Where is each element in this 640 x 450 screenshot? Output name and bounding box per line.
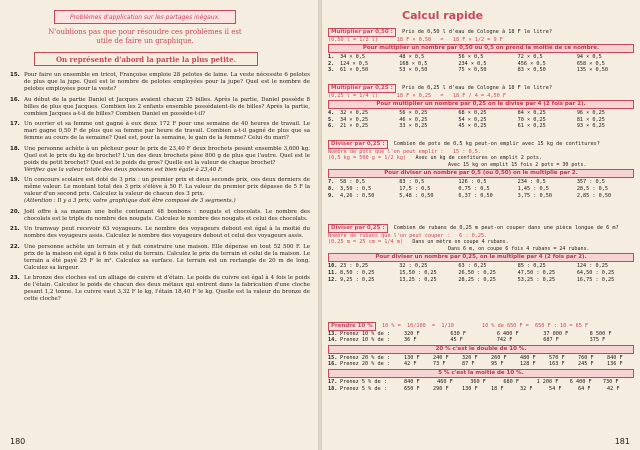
section-rule: Pour multiplier un nombre par 0,50 ou 0,5 on prend la moitié de ce nombre.	[328, 44, 634, 53]
exercise-cell: 45 F	[450, 337, 463, 344]
problem-item	[10, 177, 310, 205]
problem-text: Un ouvrier et sa femme ont gagné à eux deux 172 F pour une semaine de 40 heures de travail. Le mari gagne 0,50 F de plus que sa femme par heure de travail. Combien a-t-il gagné de plus que sa femme au cours de la semaine? Quel est, pour la semaine, le gain de la femme? Celui du mari?	[24, 121, 310, 141]
exercise-grid	[328, 331, 634, 344]
exercise-cell: 94 × 0,5	[576, 54, 602, 61]
exercise-cell: 48 × 0,5	[399, 54, 425, 61]
problem-text: Pour faire un ensemble en tricot, Françoise emploie 28 pelotes de laine. La veste nécessite 6 pelotes de plus que la jupe. Quel est le nombre de pelotes employées pour la jupe? Quel est le nombre de pelotes employées pour la veste?	[24, 72, 310, 92]
right-page	[322, 0, 640, 450]
problem-text: Joël offre à sa maman une boîte contenant 48 bonbons : nougats et chocolats. Le nombre des chocolats est le triple du nombre des nougats. Calculez le nombre des nougats et celui des chocolats.	[24, 208, 310, 222]
exercise-cell: 73 F	[433, 361, 446, 368]
exercise-number: 17.	[328, 378, 338, 385]
exercise-cell: 124 × 0,5	[340, 60, 369, 67]
exercise-label: Prenez 5 % de :	[340, 385, 387, 392]
exercise-row	[328, 379, 634, 386]
exercise-cell: 163 F	[549, 361, 565, 368]
exercise-cell: 0,75 : 0,5	[458, 185, 490, 192]
exercise-label: Prenez 20 % de :	[340, 361, 390, 368]
exercise-cell: 53 × 0,50	[399, 67, 428, 74]
exercise-cell: 33 × 0,25	[399, 123, 428, 130]
exercise-cell: 658 × 0,5	[576, 60, 605, 67]
page-number-left: 180	[10, 437, 26, 446]
exercise-row	[328, 277, 634, 284]
section-formula: (0,25 l = 1/4 l) 18 F × 0,25 = 18 F / 4 = 4,50 F	[328, 92, 507, 99]
exercise-cell: 357 : 0,5	[576, 179, 605, 186]
exercise-row	[328, 67, 634, 74]
page-title: Calcul rapide	[402, 9, 484, 22]
section-prompt: Combien de pots de 0,5 kg peut-on emplir avec 15 kg de confitures?	[393, 141, 600, 147]
exercise-row	[328, 110, 634, 117]
section-prompt: Prix de 0,50 l d'eau de Cologne à 18 F le litre?	[402, 29, 552, 35]
method-rule: On représente d'abord la partie la plus petite.	[34, 52, 258, 66]
exercise-cell: 47,50 : 0,25	[517, 269, 556, 276]
exercise-cell: 28,5 : 0,5	[576, 185, 609, 192]
exercise-cell: 124 : 0,25	[576, 263, 609, 270]
page-number-right: 181	[614, 437, 630, 446]
exercise-cell: 760 F	[578, 354, 594, 361]
exercise-cell: 320 F	[404, 330, 420, 337]
exercise-cell: 6 400 F	[569, 378, 592, 385]
exercise-cell: 61 × 0,50	[340, 67, 369, 74]
exercise-cell: 93 × 0,25	[576, 123, 605, 130]
exercise-number: 9.	[328, 192, 335, 199]
exercise-cell: 3,75 : 0,50	[517, 192, 552, 199]
exercise-cell: 128 F	[520, 361, 536, 368]
exercise-cell: 17,5 : 0,5	[399, 185, 431, 192]
exercise-row	[328, 263, 634, 270]
exercise-cell: 480 F	[520, 354, 536, 361]
exercise-cell: 260 F	[491, 354, 507, 361]
exercise-row	[328, 386, 634, 393]
exercise-cell: 245 F	[578, 361, 594, 368]
exercise-cell: 63 : 0,25	[458, 263, 487, 270]
exercise-cell: 456 × 0,5	[517, 60, 546, 67]
exercise-cell: 840 F	[607, 354, 623, 361]
problem-number: 16.	[10, 96, 20, 103]
section-rule: Pour multiplier un nombre par 0,25 on le divise par 4 (2 fois par 2).	[328, 100, 634, 109]
section-formula: (0,5 kg = 500 g = 1/2 kg)	[328, 155, 407, 162]
exercise-cell: 21 × 0,25	[340, 123, 369, 130]
section-divide-025	[328, 224, 634, 283]
exercise-cell: 1 200 F	[536, 378, 559, 385]
problem-text: Un tramway peut recevoir 63 voyageurs. Le nombre des voyageurs debout est égal à la moitié du nombre des voyageurs assis. Calculez le nombre des voyageurs debout et celui des voyageurs assis.	[24, 226, 310, 239]
exercise-cell: 83 : 0,5	[399, 179, 425, 186]
problem-number: 18.	[10, 145, 20, 152]
exercise-cell: 18 F	[491, 385, 504, 392]
exercise-cell: 126 : 0,5	[458, 179, 487, 186]
exercise-cell: 3,50 : 0,5	[340, 185, 372, 192]
section-rule: Pour diviser un nombre par 0,5 (ou 0,50) on le multiplie par 2.	[328, 169, 634, 178]
exercise-row	[328, 270, 634, 277]
exercise-grid	[328, 355, 634, 368]
exercise-cell: 85 : 0,25	[517, 263, 546, 270]
exercise-cell: 6,37 : 0,50	[458, 192, 493, 199]
exercise-cell: 234 : 0,5	[517, 179, 546, 186]
exercise-number: 14.	[328, 337, 338, 344]
section-rule: 5 % c'est la moitié de 10 %.	[328, 369, 634, 378]
exercise-cell: 34 × 0,25	[340, 116, 369, 123]
exercise-cell: 64 F	[578, 385, 591, 392]
exercise-cell: 32 × 0,25	[340, 110, 369, 117]
exercise-number: 1.	[328, 54, 335, 61]
exercise-cell: 570 F	[549, 354, 565, 361]
exercise-grid	[328, 263, 634, 283]
exercise-cell: 13,25 : 0,25	[399, 276, 437, 283]
problem-item	[10, 226, 310, 240]
exercise-cell: 42 F	[607, 385, 620, 392]
section-divide-05	[328, 140, 634, 199]
exercise-cell: 64,50 : 0,25	[576, 269, 615, 276]
exercise-number: 2.	[328, 60, 335, 67]
problem-item	[10, 146, 310, 174]
exercise-cell: 36 F	[404, 337, 417, 344]
exercise-label: Prenez 10 % de :	[340, 337, 390, 344]
exercise-cell: 32 F	[520, 385, 533, 392]
exercise-cell: 16,75 : 0,25	[576, 276, 615, 283]
section-prompt: Prix de 0,25 l d'eau de Cologne à 18 F le litre?	[402, 85, 552, 91]
problem-text: Un concours scolaire est doté de 3 prix : un premier prix et deux seconds prix, ces deux derniers de même valeur. Le montant total des 3 prix s'élève à 50 F. La valeur du premier prix dépasse de 5 F la valeur d'un second prix. Calculez la valeur de chacun des 3 prix.	[24, 177, 310, 197]
exercise-cell: 54 F	[549, 385, 562, 392]
exercise-label: Prenez 10 % de :	[340, 330, 390, 337]
exercise-cell: 28,25 : 0,25	[458, 276, 496, 283]
problem-text: Au début de la partie Daniel et Jacques avaient chacun 25 billes. Après la partie, Daniel possède 8 billes de plus que Jacques. Combien les 2 enfants ensemble possédaient-ils de billes? Après la partie, combien Jacques a-t-il de billes? Combien Daniel en possède-t-il?	[24, 96, 310, 117]
exercise-number: 11.	[328, 269, 338, 276]
exercise-cell: 46 × 0,25	[399, 116, 428, 123]
problem-number: 23.	[10, 275, 20, 281]
exercise-cell: 9,25 : 0,25	[340, 276, 375, 283]
exercise-cell: 23 : 0,25	[340, 263, 369, 270]
section-tag: Multiplier par 0,25 :	[328, 84, 396, 93]
section-rule: 20 % c'est le double de 10 %.	[328, 345, 634, 354]
section-multiply-050	[328, 28, 634, 74]
section-rule: Pour diviser un nombre par 0,25, on le multiplie par 4 (2 fois par 2).	[328, 253, 634, 262]
section-aside: Dans 6 m, on coupe 6 fois 4 rubans = 24 rubans.	[448, 245, 590, 252]
exercise-cell: 26,50 : 0,25	[458, 269, 496, 276]
exercise-cell: 680 F	[503, 378, 520, 385]
exercise-label: Prenez 20 % de :	[340, 354, 390, 361]
exercise-cell: 4,26 : 0,50	[340, 192, 375, 199]
section-prompt: Combien de rubans de 0,25 m peut-on couper dans une pièce longue de 6 m?	[393, 225, 619, 231]
exercise-number: 8.	[328, 185, 335, 192]
exercise-cell: 290 F	[433, 385, 449, 392]
exercise-cell: 34 × 0,5	[340, 54, 365, 61]
exercise-cell: 37 000 F	[543, 330, 569, 337]
exercise-cell: 70 × 0,25	[517, 116, 546, 123]
exercise-cell: 58 : 0,5	[340, 179, 365, 186]
exercise-cell: 136 F	[607, 361, 623, 368]
exercise-row	[328, 123, 634, 130]
exercise-cell: 53,25 : 0,25	[517, 276, 556, 283]
exercise-cell: 8 500 F	[589, 330, 612, 337]
section-formula: 10 % = 10/100 = 1/10 10 % de 650 F = 650 F : 10 = 65 F	[382, 323, 589, 329]
exercise-row	[328, 54, 634, 61]
problem-number: 15.	[10, 72, 20, 78]
section-tag: Multiplier par 0,50 :	[328, 28, 396, 37]
exercise-number: 7.	[328, 179, 335, 186]
problem-text: Le bronze des cloches est un alliage de cuivre et d'étain. Le poids du cuivre est égal à 4 fois le poids de l'étain. Calculez le poids de chacun des deux métaux qui entrent dans la fabrication d'une cloche pesant 1,2 tonne. Le cuivre vaut 3,32 F le kg, l'étain 18,40 F le kg. Quelle est la valeur du bronze de cette cloche?	[24, 275, 310, 302]
problem-number: 21.	[10, 226, 20, 232]
problem-number: 22.	[10, 243, 20, 250]
intro-note: N'oublions pas que pour résoudre ces problèmes il est utile de faire un graphique.	[48, 28, 242, 45]
problem-text: Une personne achète à un pêcheur pour le prix de 23,40 F deux brochets pesant ensemble 3,600 kg. Quel est le prix du kg de brochet? L'un des deux brochets pèse 800 g de plus que l'autre. Quel est le poids du petit brochet? Quel est le poids du gros? Quelle est la valeur de chaque brochet?	[24, 145, 310, 166]
exercise-cell: 96 × 0,25	[576, 110, 605, 117]
exercise-cell: 8,50 : 0,25	[340, 269, 375, 276]
exercise-cell: 72 × 0,5	[517, 54, 543, 61]
exercise-row	[328, 355, 634, 362]
exercise-cell: 45 × 0,25	[458, 123, 487, 130]
exercise-cell: 460 F	[437, 378, 453, 385]
exercise-row	[328, 337, 634, 344]
exercise-cell: 32 : 0,25	[399, 263, 428, 270]
problem-number: 19.	[10, 177, 20, 183]
exercise-cell: 83 × 0,50	[517, 67, 546, 74]
exercise-grid	[328, 379, 634, 392]
exercise-row	[328, 61, 634, 68]
section-multiply-025	[328, 84, 634, 130]
exercise-number: 3.	[328, 67, 335, 74]
problem-text: Une personne achète un terrain et y fait construire une maison. Elle dépense en tout 52 500 F. Le prix de la maison est égal à 6 fois celui du terrain. Calculez le prix du terrain et celui de la maison. Le terrain a été payé 25 F le m². Calculez sa surface. Le terrain est un rectangle de 20 m de long. Calculez sa largeur.	[24, 243, 310, 271]
exercise-row	[328, 179, 634, 186]
exercise-cell: 135 × 0,50	[576, 67, 609, 74]
exercise-cell: 6 400 F	[496, 330, 519, 337]
problem-list	[10, 72, 310, 307]
exercise-number: 10.	[328, 263, 338, 270]
problem-hint: Vérifiez que la valeur totale des deux poissons est bien égale à 23,40 F.	[24, 166, 223, 173]
exercise-cell: 687 F	[543, 337, 559, 344]
section-banner: Problèmes d'application sur les partages inégaux.	[54, 10, 236, 24]
exercise-cell: 730 F	[602, 378, 619, 385]
problem-number: 17.	[10, 121, 20, 127]
problem-item	[10, 97, 310, 118]
exercise-cell: 240 F	[433, 354, 449, 361]
exercise-number: 16.	[328, 361, 338, 368]
exercise-cell: 87 F	[462, 361, 475, 368]
exercise-label: Prenez 5 % de :	[340, 378, 387, 385]
section-aside: Avec un kg de confitures on emplit 2 pots.	[415, 155, 542, 162]
section-tag: Diviser par 0,25 :	[328, 140, 388, 149]
exercise-row	[328, 117, 634, 124]
exercise-cell: 61 × 0,25	[517, 123, 546, 130]
exercise-cell: 130 F	[404, 354, 420, 361]
exercise-number: 4.	[328, 110, 335, 117]
problem-item	[10, 275, 310, 303]
exercise-number: 12.	[328, 276, 338, 283]
problem-number: 20.	[10, 208, 20, 215]
exercise-cell: 42 F	[404, 361, 417, 368]
exercise-grid	[328, 179, 634, 199]
exercise-cell: 56 × 0,25	[399, 110, 428, 117]
exercise-cell: 68 × 0,25	[458, 110, 487, 117]
left-page	[0, 0, 318, 450]
exercise-cell: 2,85 : 0,50	[576, 192, 612, 199]
exercise-grid	[328, 110, 634, 130]
section-question: Nombre de rubans que l'on peut couper : 6 : 0,25.	[328, 232, 488, 239]
exercise-cell: 650 F	[404, 385, 420, 392]
exercise-cell: 84 × 0,25	[517, 110, 546, 117]
exercise-cell: 360 F	[470, 378, 486, 385]
exercise-number: 5.	[328, 116, 335, 123]
exercise-row	[328, 361, 634, 368]
exercise-number: 18.	[328, 385, 338, 392]
problem-hint: (Attention : Il y a 3 prix; votre graphique doit être composé de 3 segments.)	[24, 198, 236, 204]
exercise-number: 6.	[328, 123, 335, 130]
section-percent	[328, 322, 634, 392]
exercise-cell: 375 F	[589, 337, 606, 344]
section-formula: (0,25 m = 25 cm = 1/4 m)	[328, 239, 403, 246]
problem-item	[10, 209, 310, 223]
problem-item	[10, 72, 310, 93]
exercise-cell: 840 F	[404, 378, 420, 385]
exercise-cell: 742 F	[496, 337, 513, 344]
exercise-row	[328, 193, 634, 200]
section-aside: Avec 15 kg on emplit 15 fois 2 pots = 30 pots.	[448, 161, 587, 168]
exercise-row	[328, 331, 634, 338]
exercise-cell: 56 × 0,5	[458, 54, 484, 61]
section-aside: Dans un mètre on coupe 4 rubans.	[412, 239, 509, 246]
exercise-cell: 5,48 : 0,50	[399, 192, 434, 199]
problem-item	[10, 121, 310, 142]
exercise-cell: 168 × 0,5	[399, 60, 428, 67]
exercise-cell: 54 × 0,25	[458, 116, 487, 123]
exercise-cell: 234 × 0,5	[458, 60, 487, 67]
exercise-cell: 630 F	[450, 330, 467, 337]
exercise-cell: 15,50 : 0,25	[399, 269, 437, 276]
section-tag: Diviser par 0,25 :	[328, 224, 388, 233]
section-tag: Prendre 10 %	[328, 322, 376, 331]
section-question: Nombre de pots que l'on peut emplir : 15 : 0,5.	[328, 148, 482, 155]
section-formula: (0,50 l = 1/2 l) 18 F × 0,50 = 18 F × 1/2 = 9 F	[328, 36, 503, 43]
exercise-number: 15.	[328, 354, 338, 361]
exercise-cell: 81 × 0,25	[576, 116, 605, 123]
exercise-cell: 75 × 0,50	[458, 67, 487, 74]
exercise-grid	[328, 54, 634, 74]
exercise-cell: 320 F	[462, 354, 478, 361]
problem-item	[10, 244, 310, 272]
exercise-cell: 130 F	[462, 385, 478, 392]
exercise-row	[328, 186, 634, 193]
exercise-cell: 1,45 : 0,5	[517, 185, 549, 192]
exercise-number: 13.	[328, 330, 338, 337]
exercise-cell: 95 F	[491, 361, 504, 368]
